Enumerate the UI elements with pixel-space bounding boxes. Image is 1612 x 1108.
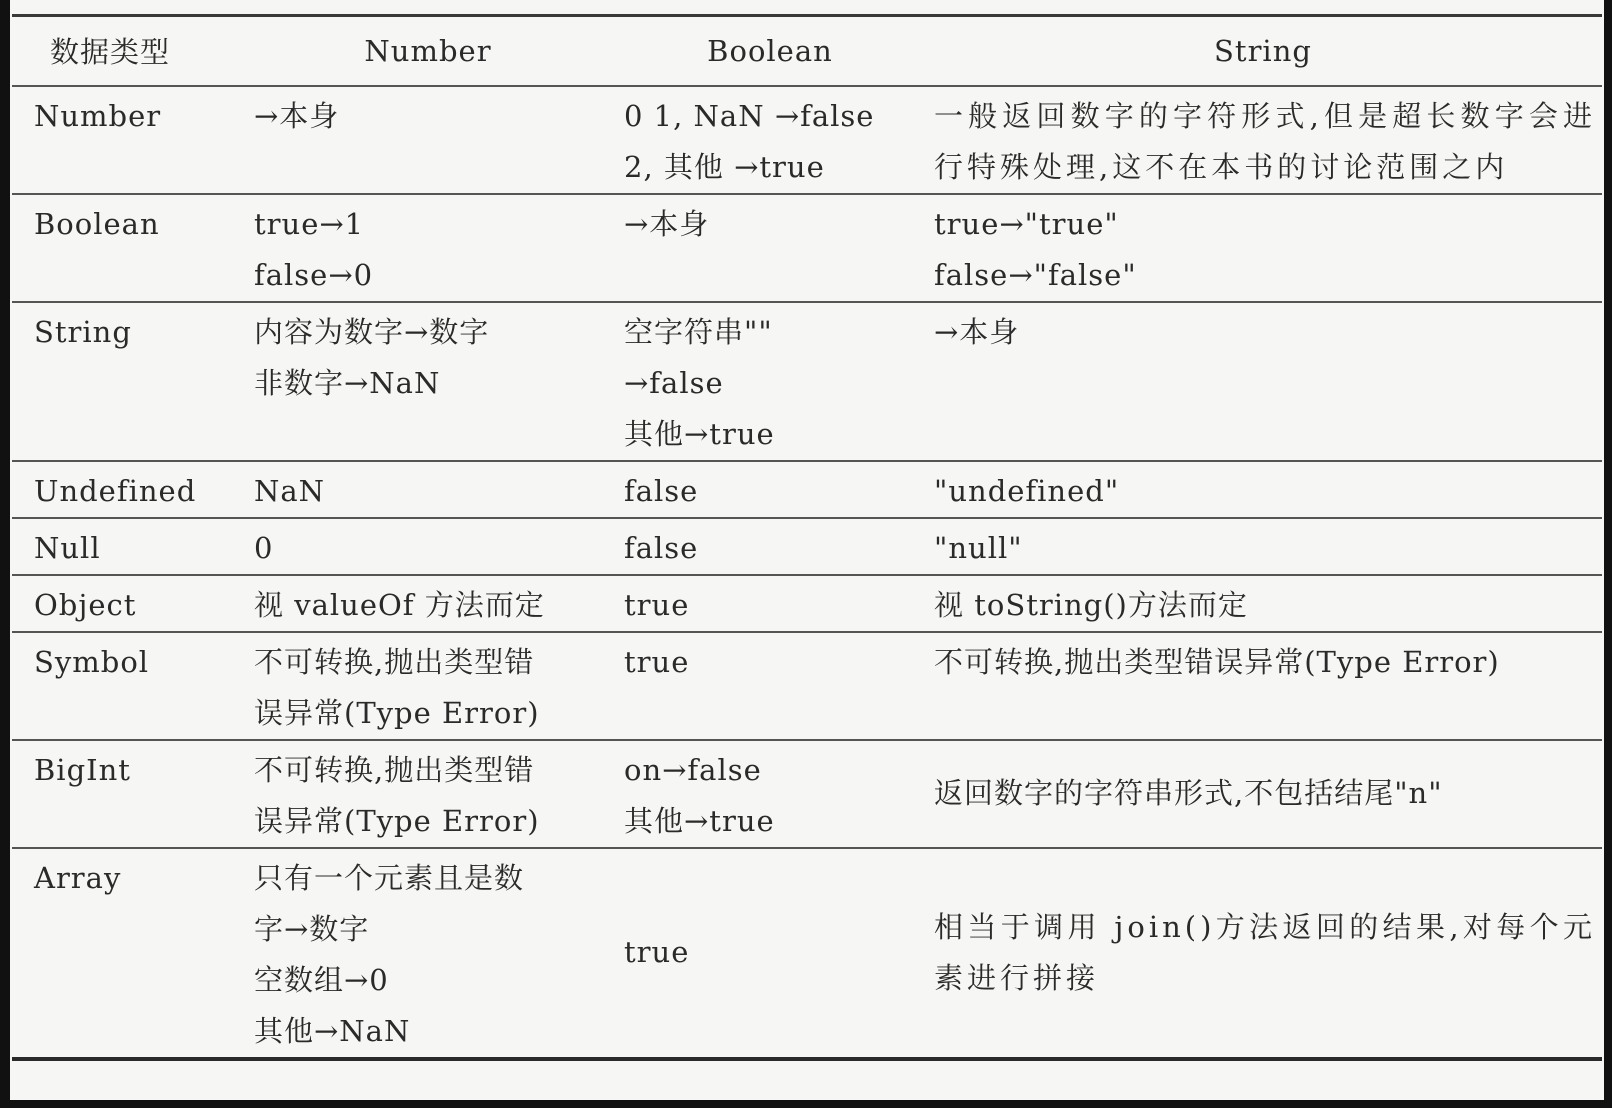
cell-to-string	[924, 461, 1602, 518]
table-row	[12, 740, 1602, 848]
cell-data-type	[12, 518, 240, 575]
cell-data-type	[12, 740, 240, 848]
to-string-text: 返回数字的字符串形式,不包括结尾"n"	[934, 776, 1443, 810]
header-string: String	[1214, 33, 1312, 68]
to-string-text: →本身	[934, 314, 1020, 349]
cell-to-number	[240, 302, 616, 461]
data-type-label: Null	[34, 530, 101, 565]
to-boolean-line: →本身	[624, 206, 710, 241]
header-boolean: Boolean	[707, 33, 833, 68]
table-header	[12, 16, 1602, 86]
to-number-line: false→0	[254, 257, 374, 292]
table-row	[12, 632, 1602, 740]
cell-data-type	[12, 632, 240, 740]
table-row	[12, 848, 1602, 1059]
cell-data-type	[12, 575, 240, 632]
to-boolean-line: on→false	[624, 752, 762, 787]
data-type-label: Number	[34, 98, 162, 133]
to-number-line: 非数字→NaN	[254, 365, 441, 400]
to-boolean-line: true	[624, 935, 690, 969]
cell-to-boolean	[616, 575, 924, 632]
cell-data-type	[12, 848, 240, 1059]
table-row	[12, 518, 1602, 575]
to-number-line: 字→数字	[254, 911, 370, 946]
data-type-label: Object	[34, 587, 137, 622]
to-number-line: 只有一个元素且是数	[254, 860, 525, 895]
document-page	[10, 0, 1604, 1100]
to-boolean-line: false	[624, 473, 699, 508]
cell-to-boolean	[616, 86, 924, 194]
cell-to-boolean	[616, 632, 924, 740]
cell-to-string	[924, 302, 1602, 461]
cell-to-boolean	[616, 302, 924, 461]
to-string-text: 一般返回数字的字符形式,但是超长数字会进行特殊处理,这不在本书的讨论范围之内	[934, 98, 1596, 184]
to-boolean-line: 其他→true	[624, 803, 775, 838]
to-boolean-line: →false	[624, 365, 724, 400]
to-boolean-line: 空字符串""	[624, 314, 773, 349]
cell-to-string	[924, 575, 1602, 632]
to-number-line: →本身	[254, 98, 340, 133]
to-string-text: "null"	[934, 530, 1023, 565]
page-top-margin	[10, 0, 1604, 14]
table-row	[12, 86, 1602, 194]
to-boolean-line: true	[624, 587, 690, 622]
data-type-label: Undefined	[34, 473, 197, 508]
to-boolean-line: 2, 其他 →true	[624, 149, 825, 184]
cell-to-number	[240, 194, 616, 302]
cell-to-string	[924, 86, 1602, 194]
cell-to-number	[240, 86, 616, 194]
data-type-label: BigInt	[34, 752, 131, 787]
to-number-line: 视 valueOf 方法而定	[254, 587, 545, 622]
cell-to-string	[924, 194, 1602, 302]
header-row	[12, 16, 1602, 86]
cell-to-number	[240, 632, 616, 740]
to-string-text: 相当于调用 join()方法返回的结果,对每个元素进行拼接	[934, 909, 1596, 995]
to-number-line: NaN	[254, 473, 326, 508]
cell-data-type	[12, 86, 240, 194]
data-type-label: Symbol	[34, 644, 150, 679]
to-boolean-line: true	[624, 644, 690, 679]
to-boolean-line: false	[624, 530, 699, 565]
to-number-line: 0	[254, 530, 274, 565]
cell-data-type	[12, 302, 240, 461]
cell-to-boolean	[616, 848, 924, 1059]
to-number-line: 不可转换,抛出类型错	[254, 644, 535, 679]
to-string-text: 视 toString()方法而定	[934, 587, 1248, 622]
to-boolean-line: 其他→true	[624, 416, 775, 451]
table-row	[12, 575, 1602, 632]
to-number-line: 其他→NaN	[254, 1013, 411, 1048]
data-type-label: Boolean	[34, 206, 160, 241]
table-row	[12, 194, 1602, 302]
cell-data-type	[12, 194, 240, 302]
cell-to-string	[924, 848, 1602, 1059]
data-type-label: String	[34, 314, 132, 349]
to-number-line: 误异常(Type Error)	[254, 695, 540, 730]
cell-to-boolean	[616, 740, 924, 848]
to-number-line: 不可转换,抛出类型错	[254, 752, 535, 787]
cell-to-string	[924, 740, 1602, 848]
table-row	[12, 461, 1602, 518]
to-boolean-line: 0 1, NaN →false	[624, 98, 875, 133]
to-number-line: 误异常(Type Error)	[254, 803, 540, 838]
cell-to-number	[240, 518, 616, 575]
to-string-text: 不可转换,抛出类型错误异常(Type Error)	[934, 644, 1500, 679]
cell-data-type	[12, 461, 240, 518]
cell-to-string	[924, 518, 1602, 575]
to-number-line: 内容为数字→数字	[254, 314, 490, 349]
cell-to-number	[240, 461, 616, 518]
header-number: Number	[364, 33, 492, 68]
cell-to-string	[924, 632, 1602, 740]
table-row	[12, 302, 1602, 461]
cell-to-number	[240, 740, 616, 848]
data-type-label: Array	[34, 860, 122, 895]
to-number-line: 空数组→0	[254, 962, 389, 997]
cell-to-boolean	[616, 518, 924, 575]
cell-to-number	[240, 575, 616, 632]
to-string-text: "undefined"	[934, 473, 1120, 508]
type-conversion-table	[12, 14, 1602, 1061]
table-body	[12, 86, 1602, 1059]
cell-to-boolean	[616, 194, 924, 302]
to-string-text: true→"true" false→"false"	[934, 206, 1137, 292]
header-data-type: 数据类型	[50, 35, 171, 70]
cell-to-boolean	[616, 461, 924, 518]
cell-to-number	[240, 848, 616, 1059]
to-number-line: true→1	[254, 206, 365, 241]
